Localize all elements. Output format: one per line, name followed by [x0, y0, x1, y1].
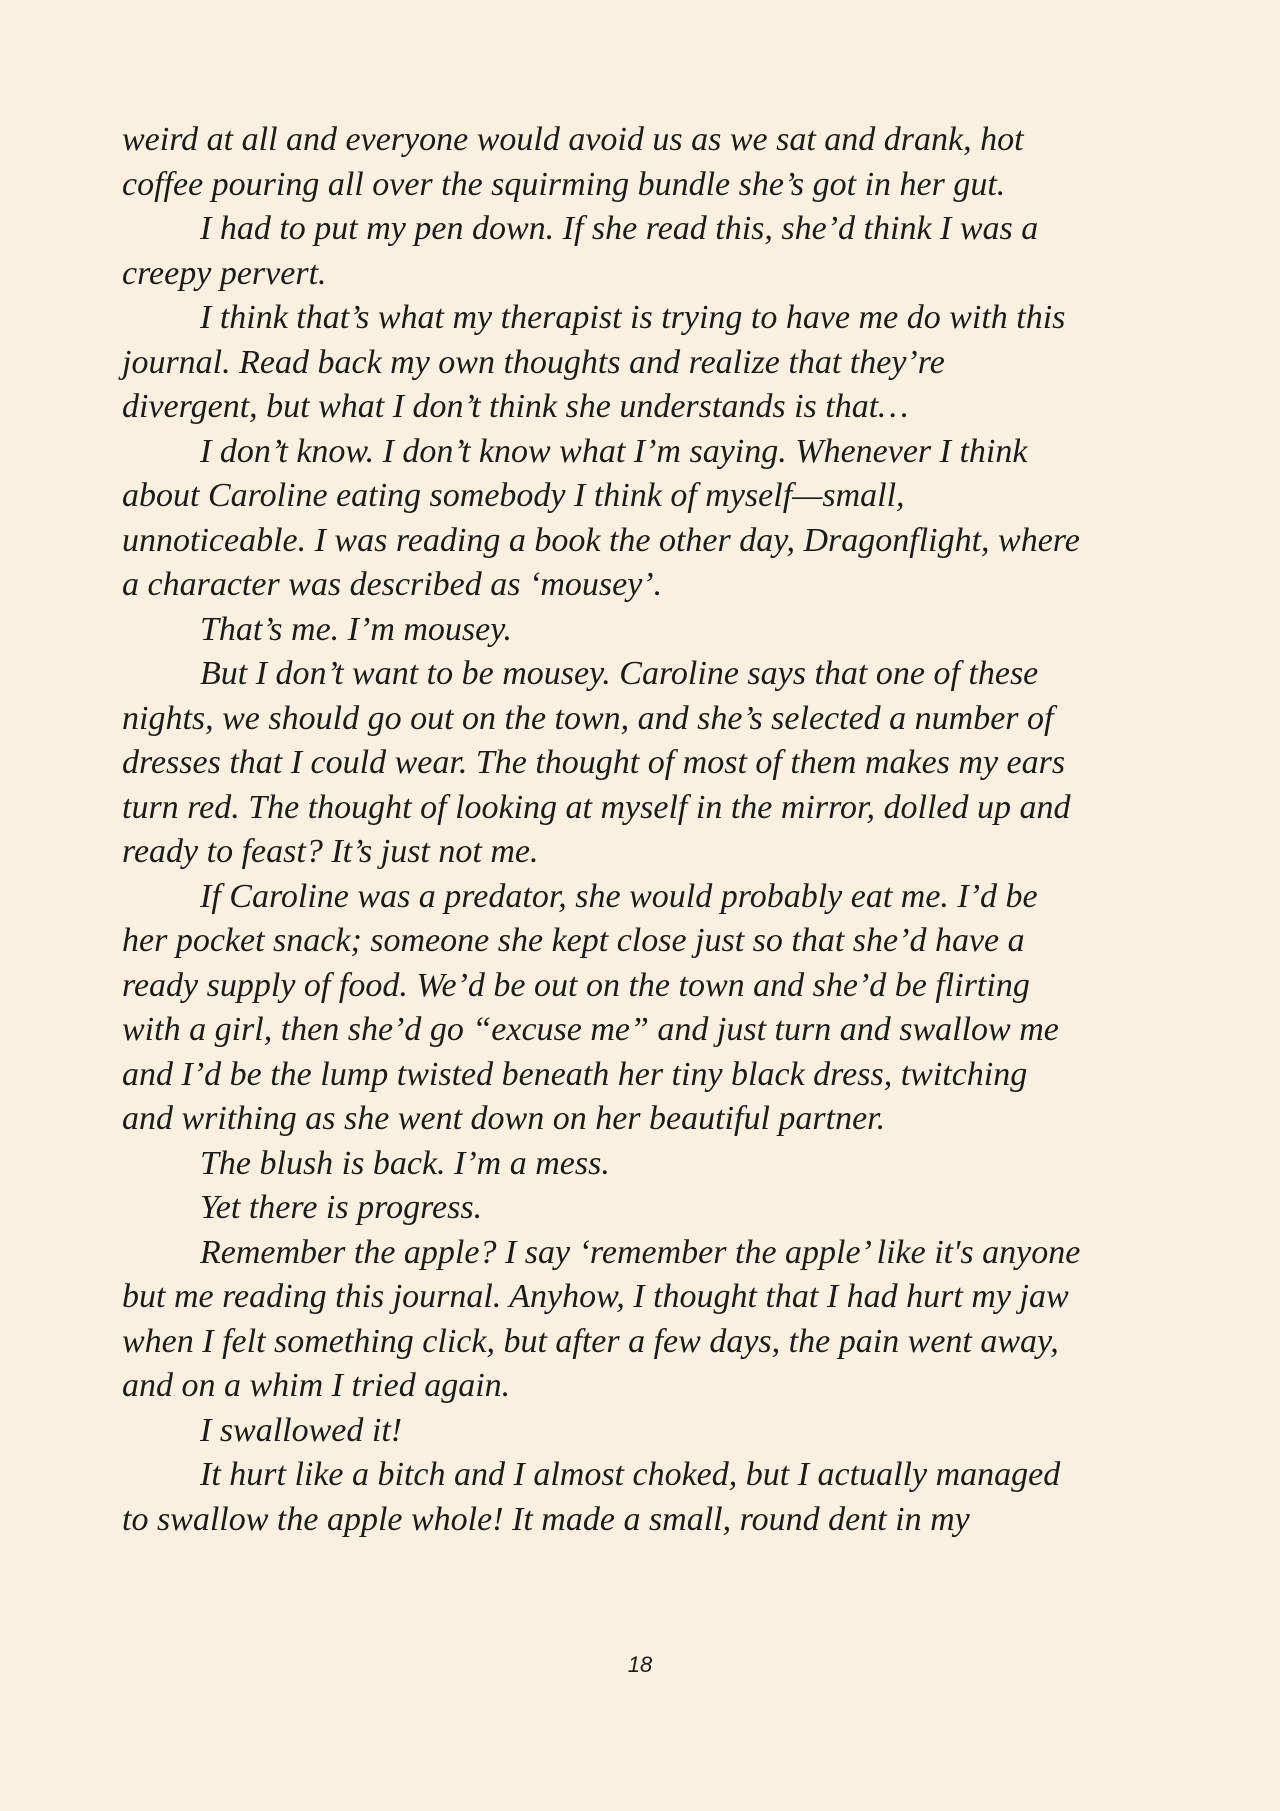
text-line: I think that’s what my therapist is trying to have me do with this: [200, 299, 1066, 336]
paragraph: [122, 1142, 1172, 1187]
text-line: I had to put my pen down. If she read this, she’d think I was a: [200, 210, 1039, 247]
text-line: The blush is back. I’m a mess.: [200, 1144, 610, 1182]
text-line: weird at all and everyone would avoid us as we sat and drank, hot: [122, 121, 1024, 158]
paragraph: [122, 1186, 1172, 1231]
paragraph: [122, 1231, 1172, 1409]
paragraph: [122, 1453, 1172, 1542]
text-line: I don’t know. I don’t know what I’m saying. Whenever I think: [200, 432, 1028, 470]
paragraph: [122, 296, 1172, 430]
text-line: nights, we should go out on the town, and she’s selected a number of: [122, 699, 1054, 737]
paragraph: [122, 430, 1172, 608]
paragraph: [122, 1409, 1172, 1454]
text-line: but me reading this journal. Anyhow, I thought that I had hurt my jaw: [122, 1278, 1069, 1315]
text-line: journal. Read back my own thoughts and realize that they’re: [122, 343, 945, 381]
text-line: But I don’t want to be mousey. Caroline says that one of these: [200, 655, 1039, 692]
text-line: to swallow the apple whole! It made a small, round dent in my: [122, 1500, 970, 1538]
text-line: divergent, but what I don’t think she understands is that…: [122, 388, 909, 425]
text-line: turn red. The thought of looking at myself in the mirror, dolled up and: [122, 788, 1071, 826]
text-line: and on a whim I tried again.: [122, 1367, 511, 1404]
paragraph: [122, 875, 1172, 1142]
body-text: [122, 118, 1172, 1542]
text-line: and writhing as she went down on her beautiful partner.: [122, 1100, 886, 1137]
text-line: ready to feast? It’s just not me.: [122, 833, 539, 870]
text-line: Yet there is progress.: [200, 1189, 483, 1226]
text-line: If Caroline was a predator, she would probably eat me. I’d be: [200, 877, 1038, 915]
text-line: It hurt like a bitch and I almost choked, but I actually managed: [200, 1456, 1061, 1493]
text-line: her pocket snack; someone she kept close just so that she’d have a: [122, 922, 1025, 959]
text-line: I swallowed it!: [200, 1411, 403, 1449]
text-line: coffee pouring all over the squirming bundle she’s got in her gut.: [122, 165, 1006, 203]
text-line: That’s me. I’m mousey.: [200, 610, 512, 648]
text-line: ready supply of food. We’d be out on the town and she’d be flirting: [122, 966, 1030, 1004]
page-number: 18: [627, 1652, 653, 1677]
text-line: dresses that I could wear. The thought of most of them makes my ears: [122, 744, 1066, 781]
paragraph: [122, 652, 1172, 875]
text-line: and I’d be the lump twisted beneath her tiny black dress, twitching: [122, 1055, 1028, 1093]
paragraph: [122, 118, 1172, 207]
text-line: about Caroline eating somebody I think of myself—small,: [122, 477, 905, 514]
text-line: with a girl, then she’d go “excuse me” and just turn and swallow me: [122, 1011, 1059, 1048]
text-line: when I felt something click, but after a few days, the pain went away,: [122, 1322, 1059, 1360]
paragraph: [122, 608, 1172, 653]
paragraph: [122, 207, 1172, 296]
text-line: creepy pervert.: [122, 254, 327, 292]
text-line: unnoticeable. I was reading a book the other day, Dragonflight, where: [122, 521, 1080, 559]
text-line: Remember the apple? I say ‘remember the apple’ like it's anyone: [200, 1233, 1081, 1271]
text-line: a character was described as ‘mousey’.: [122, 566, 663, 603]
